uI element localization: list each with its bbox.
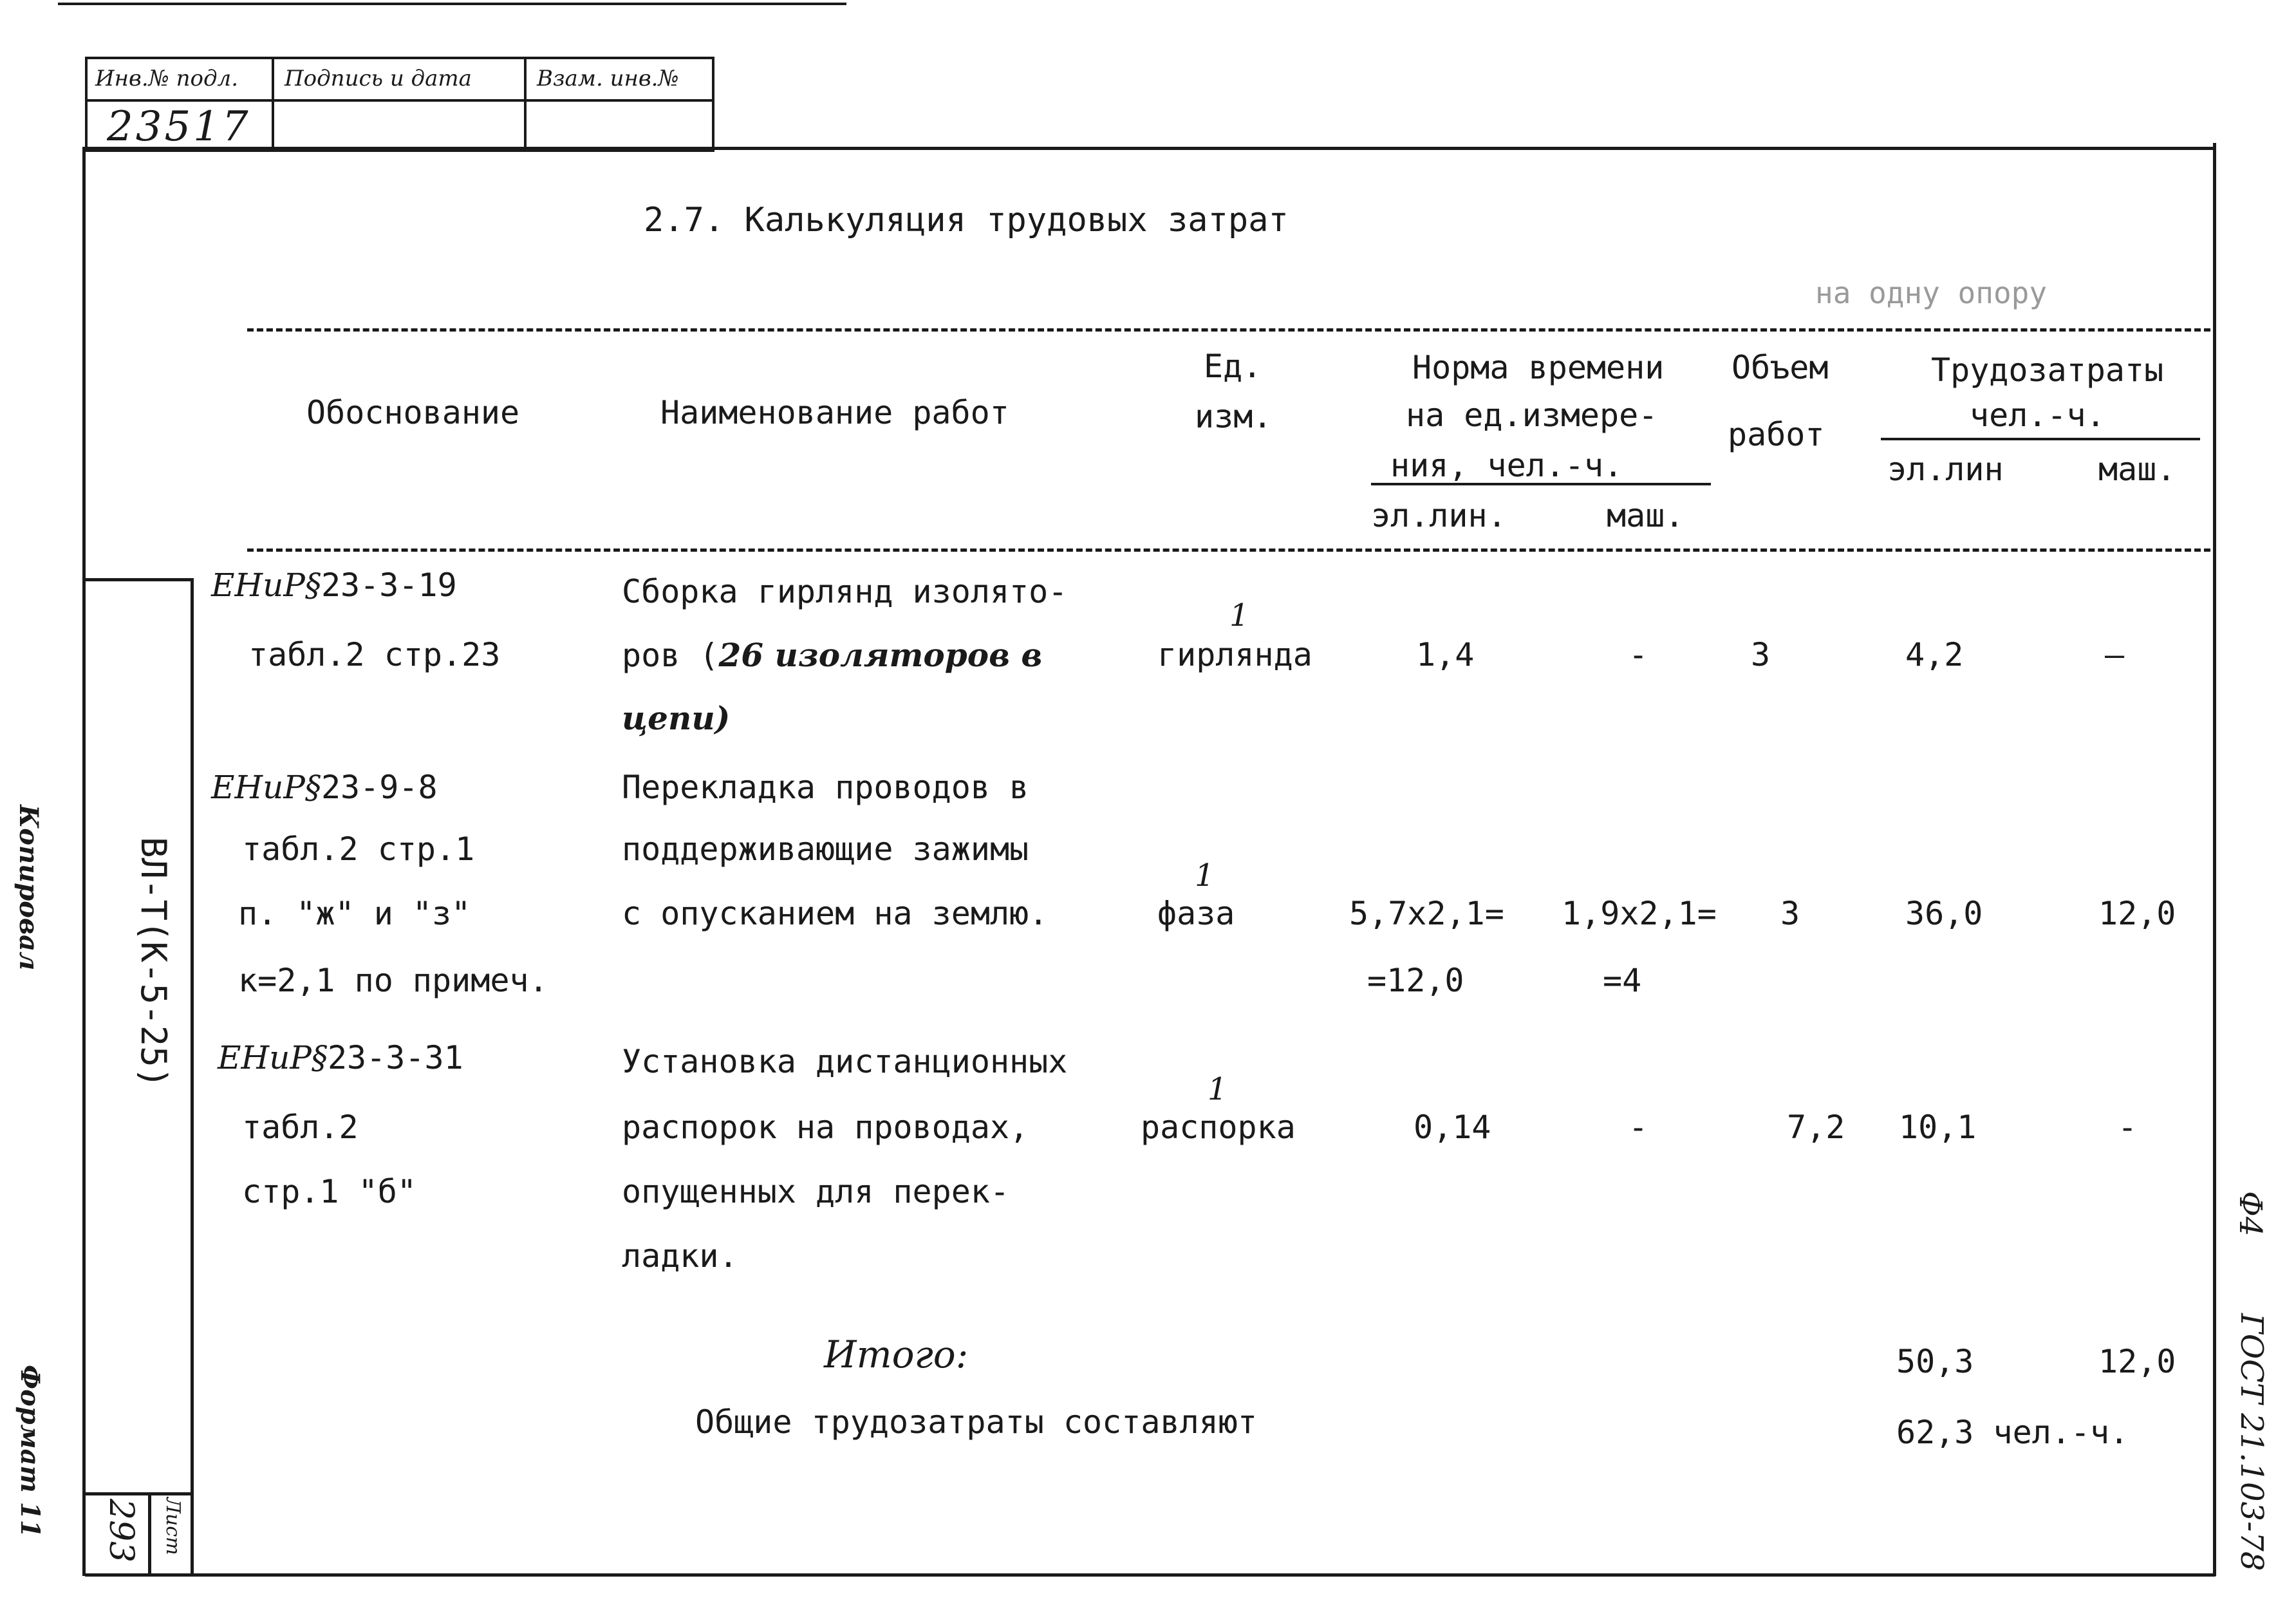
header-norm-underline	[1371, 483, 1711, 485]
frame-top	[85, 147, 2216, 150]
row3-name-3: опущенных для перек-	[622, 1173, 1010, 1210]
sheet-box-top	[85, 1492, 193, 1495]
stamp-cell-sign	[272, 57, 527, 102]
header-labor-underline	[1881, 438, 2200, 440]
header-volume-1: Объем	[1731, 349, 1829, 386]
row2-basis-ref: ЕНиР§	[211, 769, 321, 806]
total-summary-value: 62,3 чел.-ч.	[1896, 1414, 2129, 1451]
row3-labor-mash: -	[2118, 1109, 2138, 1146]
sheet-box-divider	[148, 1492, 151, 1575]
stamp-inv-label: Инв.№ подл.	[95, 66, 238, 91]
row1-labor-el: 4,2	[1905, 636, 1964, 673]
row2-basis-2: табл.2 стр.1	[242, 830, 475, 868]
row1-name-3: цепи)	[622, 699, 731, 737]
row2-labor-mash: 12,0	[2098, 895, 2176, 932]
row2-name-1: Перекладка проводов в	[622, 769, 1029, 806]
total-labor-mash: 12,0	[2098, 1343, 2176, 1380]
header-labor-2: чел.-ч.	[1970, 397, 2105, 434]
total-labor-el: 50,3	[1896, 1343, 1974, 1380]
stamp-cell-inv	[85, 57, 274, 102]
row2-basis-3: п. "ж" и "з"	[238, 895, 471, 932]
header-top-dash	[247, 328, 2210, 332]
row1-norm-mash: -	[1629, 636, 1648, 673]
left-copy-label: Копировал	[14, 805, 44, 971]
sheet-label: Лист	[162, 1497, 184, 1555]
row1-labor-mash: —	[2105, 636, 2125, 673]
row1-name-2: ров (26 изоляторов в	[622, 636, 1043, 674]
stamp-inv-number: 23517	[107, 103, 251, 151]
row2-norm-mash-1: 1,9х2,1=	[1562, 895, 1717, 932]
row1-name-1: Сборка гирлянд изолято-	[622, 573, 1068, 610]
header-labor-1: Трудозатраты	[1931, 351, 2164, 389]
header-norm-2: на ед.измере-	[1406, 397, 1658, 434]
row3-name-4: ладки.	[622, 1237, 738, 1275]
header-labor-el: эл.лин	[1887, 451, 2004, 488]
header-norm-el: эл.лин.	[1371, 497, 1507, 534]
frame-left	[82, 147, 86, 1576]
row2-labor-el: 36,0	[1905, 895, 1983, 932]
header-bottom-dash	[247, 548, 2210, 552]
header-volume-2: работ	[1728, 416, 1825, 453]
stamp-cell-inv-number	[85, 99, 274, 152]
header-unit-1: Ед.	[1204, 348, 1262, 385]
row2-name-2: поддерживающие зажимы	[622, 830, 1029, 868]
row1-norm-el: 1,4	[1416, 636, 1475, 673]
top-edge-line	[58, 3, 846, 5]
header-name: Наименование работ	[660, 394, 1009, 431]
section-title: 2.7. Калькуляция трудовых затрат	[644, 201, 1289, 239]
row3-basis-2: табл.2	[242, 1109, 359, 1146]
row2-basis-1: ЕНиР§23-9-8	[211, 769, 438, 806]
row1-basis-2: табл.2 стр.23	[248, 636, 501, 673]
row3-name-2: распорок на проводах,	[622, 1109, 1029, 1146]
row2-volume: 3	[1780, 895, 1800, 932]
row3-basis-3: стр.1 "б"	[242, 1173, 416, 1210]
row3-norm-mash: -	[1629, 1109, 1648, 1146]
side-strip-right	[191, 578, 194, 1575]
right-format-label: Ф4	[2232, 1191, 2268, 1237]
row1-basis-1: ЕНиР§23-3-19	[211, 567, 457, 604]
row2-norm-el-2: =12,0	[1367, 962, 1464, 999]
row2-unit-num: 1	[1195, 858, 1215, 894]
stamp-replace-label: Взам. инв.№	[537, 66, 679, 91]
row3-basis-ref: ЕНиР§	[218, 1039, 328, 1076]
frame-bottom	[85, 1573, 2216, 1577]
header-basis: Обоснование	[306, 394, 520, 431]
row1-unit: гирлянда	[1157, 636, 1312, 673]
row3-basis-1: ЕНиР§23-3-31	[218, 1039, 463, 1076]
stamp-cell-replace-empty	[524, 99, 714, 152]
side-strip-code: ВЛ-Т(К-5-25)	[133, 837, 174, 1089]
side-strip-top	[85, 578, 193, 581]
total-label: Итого:	[824, 1333, 969, 1376]
row3-unit: распорка	[1141, 1109, 1296, 1146]
header-labor-mash: маш.	[2098, 451, 2176, 488]
stamp-cell-replace	[524, 57, 714, 102]
row3-unit-num: 1	[1208, 1071, 1227, 1107]
subtitle: на одну опору	[1815, 276, 2048, 310]
sheet-number: 293	[102, 1499, 140, 1563]
header-unit-2: изм.	[1195, 398, 1273, 435]
row1-basis-ref: ЕНиР§	[211, 567, 321, 604]
row2-norm-mash-2: =4	[1603, 962, 1642, 999]
header-norm-mash: маш.	[1607, 497, 1685, 534]
total-summary-label: Общие трудозатраты составляют	[695, 1403, 1257, 1441]
row2-name-3: с опусканием на землю.	[622, 895, 1049, 932]
row2-basis-4: к=2,1 по примеч.	[238, 962, 548, 999]
left-format-label: Формат 11	[15, 1365, 45, 1538]
header-norm-3: ния, чел.-ч.	[1390, 447, 1623, 484]
header-norm-1: Норма времени	[1412, 349, 1665, 386]
row2-unit: фаза	[1157, 895, 1235, 932]
stamp-sign-label: Подпись и дата	[285, 66, 472, 91]
row3-name-1: Установка дистанционных	[622, 1043, 1068, 1080]
right-gost-label: ГОСТ 21.103-78	[2234, 1313, 2270, 1571]
row3-labor-el: 10,1	[1899, 1109, 1977, 1146]
row3-volume: 7,2	[1787, 1109, 1845, 1146]
frame-right	[2213, 143, 2216, 1576]
row2-norm-el-1: 5,7х2,1=	[1349, 895, 1504, 932]
row1-volume: 3	[1751, 636, 1771, 673]
row1-unit-num: 1	[1229, 597, 1249, 633]
row3-norm-el: 0,14	[1414, 1109, 1491, 1146]
stamp-cell-sign-empty	[272, 99, 527, 152]
